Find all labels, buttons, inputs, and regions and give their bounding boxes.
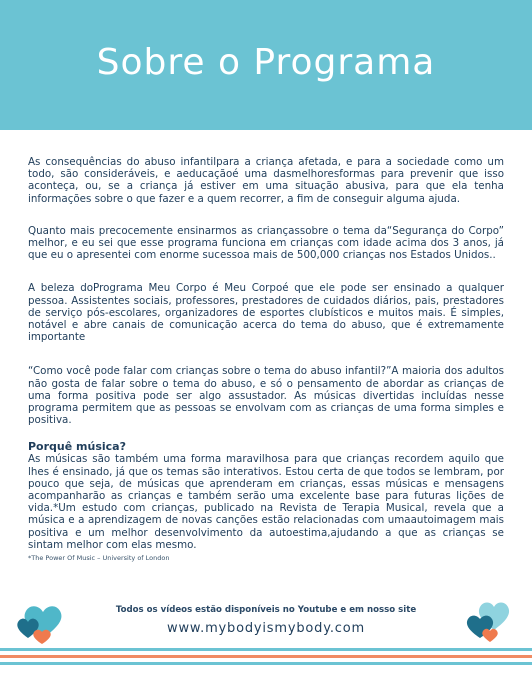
stripe-teal: [0, 648, 532, 651]
paragraph-music: As músicas são também uma forma maravilhosa para que crianças recordem aquilo que lhes é ensinado, já que os temas são interativos. Estou certa de que todos se lembram, por pouco que seja, de músicas que aprenderam em crianças, essas músicas e mensagens acompanharão as crianças e também serão uma excelente base para futuras lições de vida.*Um estudo com crianças, publicado na Revista de Terapia Musical, revela que a música e a aprendizagem de novas canções estão relacionadas com umaautoimagem mais positiva e um melhor desenvolvimento da autoestima,ajudando a que as crianças se sintam melhor com elas mesmo.: [28, 453, 504, 551]
section-title-music: Porquê música?: [28, 440, 126, 454]
paragraph-consequences: As consequências do abuso infantilpara a criança afetada, e para a sociedade como um todo, são consideráveis, e aeducaçãoé uma dasmelhoresformas para prevenir que isso aconteça, ou, se a criança já estiver em uma situação abusiva, para que ela tenha informações sobre o que fazer e a quem recorrer, a fim de conseguir alguma ajuda.: [28, 156, 504, 205]
hearts-right-icon: [462, 594, 520, 644]
hearts-left-icon: [14, 598, 72, 646]
page-title: Sobre o Programa: [96, 41, 436, 83]
footer-stripes: [0, 648, 532, 665]
paragraph-early-teaching: Quanto mais precocemente ensinarmos as criançassobre o tema da“Segurança do Corpo” melhor, e eu sei que esse programa funciona em crianças com idade acima dos 3 anos, já que eu o apresentei com enorme sucessoa mais de 500,000 crianças nos Estados Unidos..: [28, 224, 504, 262]
header-banner: [0, 0, 532, 130]
footer-availability-text: Todos os vídeos estão disponíveis no Youtube e em nosso site: [115, 605, 417, 615]
stripe-orange: [0, 655, 532, 658]
stripe-teal-2: [0, 662, 532, 665]
footer-website-link[interactable]: www.mybodyismybody.com: [167, 621, 365, 636]
footnote: *The Power Of Music – University of London: [28, 554, 170, 563]
paragraph-program-beauty: A beleza doPrograma Meu Corpo é Meu Corpoé que ele pode ser ensinado a qualquer pessoa. Assistentes sociais, professores, prestadores de cuidados diários, pais, prestadores de serviço pós-escolares, organizadores de esportes clubísticos e muitos mais. É simples, notável e abre canais de comunicação acerca do tema do abuso, que é extremamente importante: [28, 282, 504, 344]
main-content: [28, 156, 504, 562]
paragraph-how-to-talk: “Como você pode falar com crianças sobre o tema do abuso infantil?”A maioria dos adultos não gosta de falar sobre o tema do abuso, e só o pensamento de abordar as crianças de uma forma positiva pode ser algo assustador. As músicas divertidas incluídas nesse programa permitem que as pessoas se envolvam com as crianças de uma forma simples e positiva.: [28, 365, 504, 427]
